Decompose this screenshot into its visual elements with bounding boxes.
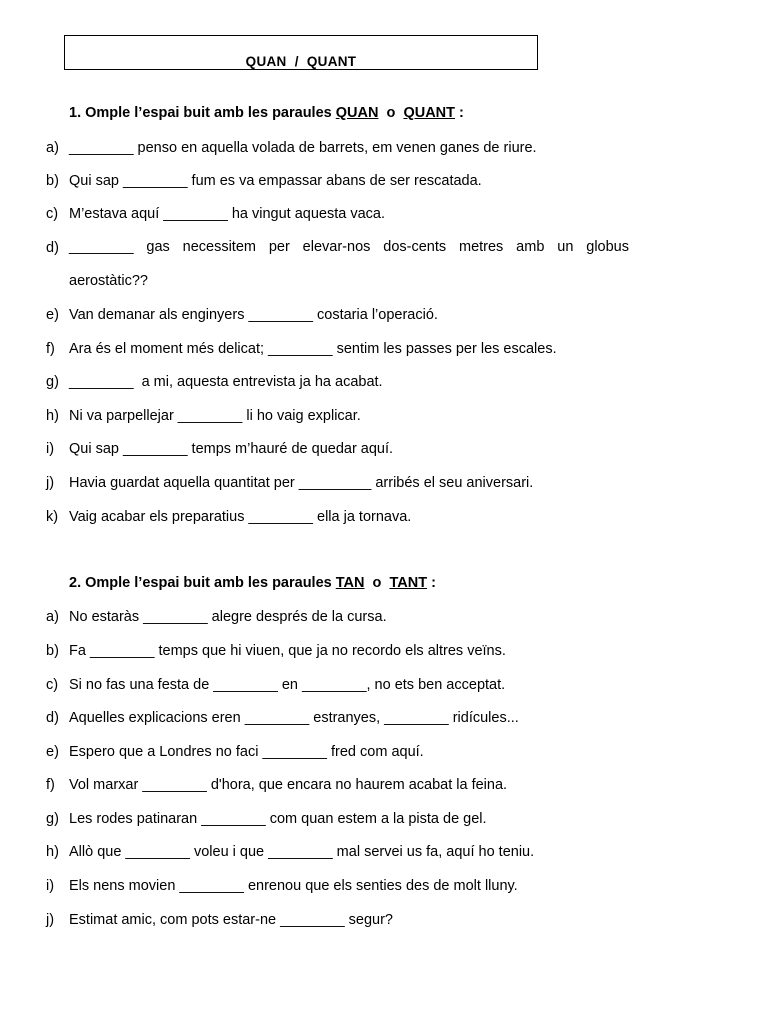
exercise-1-item-c [46, 205, 629, 223]
item-marker: e) [46, 307, 59, 323]
exercise-2-item-f [46, 776, 629, 794]
exercise-2-item-a [46, 608, 629, 626]
exercise-2-heading [69, 574, 709, 592]
item-text: Allò que ________ voleu i que ________ mal servei us fa, aquí ho teniu. [69, 844, 535, 860]
exercise-1-item-k [46, 508, 629, 526]
exercise-2-heading-prefix: 2. Omple l’espai buit amb les paraules [69, 575, 336, 591]
item-marker: d) [46, 240, 59, 256]
item-text: Ni va parpellejar ________ li ho vaig explicar. [69, 408, 361, 424]
exercise-2-item-e [46, 743, 629, 761]
item-text: ________ gas necessitem per elevar-nos dos-cents metres amb un globus aerostàtic?? [69, 239, 629, 289]
item-text: No estaràs ________ alegre després de la cursa. [69, 609, 387, 625]
exercise-2-item-c [46, 676, 629, 694]
worksheet-title: QUAN / QUANT [245, 54, 357, 69]
exercise-2-joiner: o [364, 575, 390, 591]
exercise-1-heading-suffix: : [455, 105, 464, 121]
exercise-2-item-d [46, 709, 629, 727]
exercise-1-item-i [46, 440, 629, 458]
item-marker: i) [46, 441, 55, 457]
item-marker: h) [46, 408, 59, 424]
item-text: Espero que a Londres no faci ________ fred com aquí. [69, 744, 424, 760]
item-marker: c) [46, 677, 59, 693]
item-text: Vaig acabar els preparatius ________ ella ja tornava. [69, 509, 412, 525]
item-marker: j) [46, 475, 55, 491]
item-text: Les rodes patinaran ________ com quan estem a la pista de gel. [69, 811, 487, 827]
item-text: Fa ________ temps que hi viuen, que ja no recordo els altres veïns. [69, 643, 506, 659]
item-marker: i) [46, 878, 55, 894]
exercise-2-word-1: TAN [335, 575, 365, 591]
exercise-1-word-2: QUANT [403, 105, 455, 121]
item-marker: h) [46, 844, 59, 860]
item-text: ________ penso en aquella volada de barrets, em venen ganes de riure. [69, 140, 537, 156]
item-marker: b) [46, 173, 59, 189]
item-text: ________ a mi, aquesta entrevista ja ha acabat. [69, 374, 383, 390]
item-marker: j) [46, 912, 55, 928]
item-marker: e) [46, 744, 59, 760]
exercise-2-item-b [46, 642, 629, 660]
exercise-1-item-f [46, 340, 629, 358]
exercise-2-heading-suffix: : [427, 575, 436, 591]
item-text: Vol marxar ________ d'hora, que encara no haurem acabat la feina. [69, 777, 508, 793]
item-marker: k) [46, 509, 59, 525]
item-marker: g) [46, 811, 59, 827]
item-text: Aquelles explicacions eren ________ estranyes, ________ ridícules... [69, 710, 519, 726]
item-marker: b) [46, 643, 59, 659]
exercise-1-heading-prefix: 1. Omple l’espai buit amb les paraules [69, 105, 336, 121]
item-text: Qui sap ________ temps m’hauré de quedar aquí. [69, 441, 394, 457]
item-text: Havia guardat aquella quantitat per _________ arribés el seu aniversari. [69, 475, 534, 491]
item-text: Els nens movien ________ enrenou que els senties des de molt lluny. [69, 878, 518, 894]
exercise-2-word-2: TANT [389, 575, 428, 591]
item-text: Estimat amic, com pots estar-ne ________ segur? [69, 912, 393, 928]
exercise-2-item-h [46, 843, 629, 861]
item-marker: d) [46, 710, 59, 726]
exercise-1-joiner: o [378, 105, 404, 121]
exercise-1-item-h [46, 407, 629, 425]
item-marker: a) [46, 609, 59, 625]
exercise-2-item-i [46, 877, 629, 895]
item-marker: g) [46, 374, 59, 390]
item-text: M’estava aquí ________ ha vingut aquesta vaca. [69, 206, 386, 222]
item-text: Si no fas una festa de ________ en ________, no ets ben acceptat. [69, 677, 506, 693]
exercise-1-word-1: QUAN [335, 105, 379, 121]
exercise-2-item-j [46, 911, 629, 929]
exercise-1 [69, 104, 709, 122]
item-text: Ara és el moment més delicat; ________ sentim les passes per les escales. [69, 341, 557, 357]
exercise-1-heading [69, 104, 709, 122]
exercise-1-item-b [46, 172, 629, 190]
item-marker: f) [46, 777, 55, 793]
exercise-1-item-a [46, 139, 629, 157]
exercise-2 [69, 574, 709, 592]
exercise-1-item-d [46, 239, 629, 298]
exercise-2-item-g [46, 810, 629, 828]
title-box [64, 35, 538, 70]
exercise-1-item-e [46, 306, 629, 324]
item-marker: f) [46, 341, 55, 357]
item-text: Van demanar als enginyers ________ costaria l’operació. [69, 307, 438, 323]
item-marker: a) [46, 140, 59, 156]
item-text: Qui sap ________ fum es va empassar abans de ser rescatada. [69, 173, 482, 189]
exercise-1-item-j [46, 474, 629, 492]
exercise-1-item-g [46, 373, 629, 391]
item-marker: c) [46, 206, 59, 222]
